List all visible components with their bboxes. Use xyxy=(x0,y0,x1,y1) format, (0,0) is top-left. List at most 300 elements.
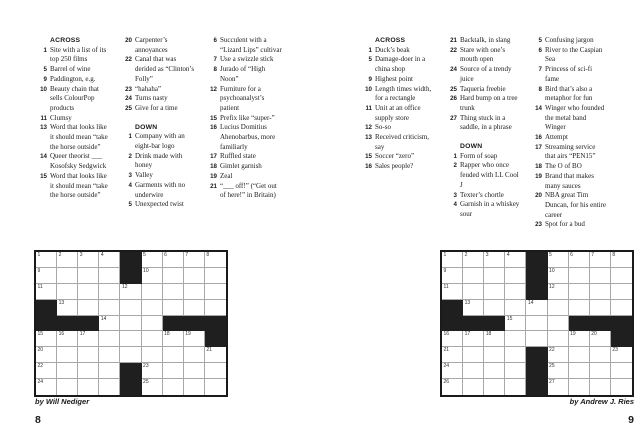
grid-cell-black xyxy=(611,331,632,347)
grid-cell xyxy=(142,268,163,284)
clue-list-header: DOWN xyxy=(135,123,158,131)
grid-cell xyxy=(569,268,590,284)
clue-item xyxy=(445,85,522,95)
grid-cell xyxy=(611,268,632,284)
cell-number: 4 xyxy=(100,252,104,258)
grid-cell xyxy=(78,252,99,268)
clue-number: 3 xyxy=(128,172,132,180)
grid-cell xyxy=(78,300,99,316)
grid-cell xyxy=(205,347,226,363)
grid-cell xyxy=(442,284,463,300)
grid-cell-black xyxy=(120,363,141,379)
clue-text: Length times width, for a rectangle xyxy=(375,84,432,103)
cell-number: 9 xyxy=(37,267,41,274)
clue-number: 7 xyxy=(213,56,217,64)
clue-number: 25 xyxy=(125,104,132,112)
grid-cell xyxy=(442,268,463,284)
clue-item xyxy=(205,55,282,65)
clue-text: Garments with no underwire xyxy=(135,180,186,199)
grid-cell xyxy=(163,363,184,379)
clue-text: Valley xyxy=(135,171,153,180)
clue-number: 24 xyxy=(125,95,132,103)
clue-item xyxy=(530,46,607,65)
clue-column xyxy=(205,36,282,210)
clue-item xyxy=(530,65,607,84)
page-number: 8 xyxy=(35,414,41,426)
grid-cell xyxy=(590,284,611,300)
clue-item xyxy=(360,133,437,152)
grid-cell xyxy=(569,252,590,268)
clue-list-header: ACROSS xyxy=(375,37,406,44)
grid-cell xyxy=(205,300,226,316)
clue-text: Clumsy xyxy=(50,113,72,122)
grid-cell xyxy=(505,331,526,347)
grid-cell xyxy=(99,347,120,363)
grid-cell xyxy=(163,300,184,316)
clue-number: 1 xyxy=(453,152,457,160)
cell-number: 13 xyxy=(464,299,471,306)
grid-cell xyxy=(590,363,611,379)
cell-number: 17 xyxy=(79,331,86,338)
clue-text: Winger who founded the metal band Winger xyxy=(545,103,605,132)
clue-item xyxy=(205,36,282,55)
clue-number: 23 xyxy=(535,221,542,229)
clue-number: 20 xyxy=(535,192,542,200)
grid-cell xyxy=(120,284,141,300)
clue-number: 13 xyxy=(40,124,47,132)
clue-text: Taqueria freebie xyxy=(460,84,506,93)
cell-number: 2 xyxy=(464,252,468,258)
clue-number: 18 xyxy=(210,163,217,171)
clue-number: 13 xyxy=(365,134,372,142)
grid-cell xyxy=(78,363,99,379)
clue-text: Duck’s beak xyxy=(375,45,410,54)
clue-number: 15 xyxy=(40,172,47,180)
grid-cell xyxy=(484,252,505,268)
grid-cell xyxy=(505,284,526,300)
grid-cell xyxy=(590,379,611,395)
clue-text: Word that looks like it should mean “take the horse outside” xyxy=(50,123,108,151)
cell-number: 1 xyxy=(443,252,447,258)
grid-cell xyxy=(463,300,484,316)
clue-column xyxy=(445,36,522,230)
clue-number: 8 xyxy=(538,85,542,93)
grid-cell xyxy=(163,268,184,284)
clue-text: Carpenter’s annoyances xyxy=(135,36,168,54)
grid-cell xyxy=(484,379,505,395)
grid-cell xyxy=(163,379,184,395)
clue-text: “___ off!” (“Get out of here!” in Britain) xyxy=(220,181,277,200)
clue-item xyxy=(360,104,437,123)
grid-cell xyxy=(57,268,78,284)
clue-number: 16 xyxy=(365,163,372,171)
grid-cell-black xyxy=(526,347,547,363)
clue-text: Barrel of wine xyxy=(50,65,91,74)
clue-item xyxy=(360,55,437,74)
clue-number: 2 xyxy=(128,152,132,160)
grid-cell xyxy=(463,284,484,300)
cell-number: 6 xyxy=(164,252,167,258)
clue-number: 6 xyxy=(213,37,217,44)
clue-text: Beauty chain that sells ColourPop products xyxy=(50,84,99,112)
cell-number: 23 xyxy=(612,347,618,354)
clue-item xyxy=(445,46,522,65)
clue-text: Lucius Domitius Ahenobarbus, more familiarly xyxy=(220,123,276,151)
grid-cell xyxy=(505,252,526,268)
cell-number: 20 xyxy=(37,347,44,354)
clue-number: 21 xyxy=(210,182,217,190)
grid-cell xyxy=(484,331,505,347)
clue-number: 22 xyxy=(450,46,457,54)
clue-text: Succulent with a “Lizard Lips” cultivar xyxy=(220,36,282,54)
clue-item xyxy=(205,162,282,172)
clue-number: 26 xyxy=(450,95,457,103)
clue-number: 14 xyxy=(40,153,47,161)
grid-cell xyxy=(184,252,205,268)
clue-item xyxy=(360,75,437,85)
clue-text: Zeal xyxy=(220,171,233,180)
clue-item xyxy=(445,191,522,201)
cell-number: 1 xyxy=(37,252,41,258)
clue-text: Highest point xyxy=(375,74,413,83)
grid-cell xyxy=(526,316,547,332)
clue-number: 12 xyxy=(210,85,217,93)
cell-number: 2 xyxy=(58,252,62,258)
grid-cell-black xyxy=(36,316,57,332)
clue-text: Unit at an office supply store xyxy=(375,103,421,122)
grid-cell xyxy=(184,363,205,379)
clue-text: Word that looks like it should mean “take the horse outside” xyxy=(50,171,108,200)
clue-number: 3 xyxy=(453,191,457,199)
clue-number: 15 xyxy=(210,114,217,122)
clue-item xyxy=(35,172,112,201)
clue-item xyxy=(205,152,282,162)
grid-cell xyxy=(611,284,632,300)
grid-cell xyxy=(120,331,141,347)
grid-cell xyxy=(548,316,569,332)
clue-item xyxy=(120,171,197,181)
cell-number: 4 xyxy=(506,252,510,258)
clue-item xyxy=(445,114,522,133)
grid-cell xyxy=(36,331,57,347)
clue-list-header: DOWN xyxy=(460,143,483,151)
grid-cell xyxy=(57,331,78,347)
grid-cell xyxy=(163,347,184,363)
clue-text: Stare with one’s mouth open xyxy=(460,45,506,64)
grid-cell xyxy=(205,268,226,284)
clue-item xyxy=(360,85,437,104)
cell-number: 22 xyxy=(549,347,555,354)
byline: by Andrew J. Ries xyxy=(569,397,634,406)
cell-number: 8 xyxy=(612,252,616,258)
clue-text: Prefix like “super-” xyxy=(220,113,275,122)
clue-item xyxy=(530,36,607,46)
clue-item xyxy=(120,36,197,55)
clue-number: 23 xyxy=(125,85,132,93)
clue-item xyxy=(35,85,112,114)
cell-number: 15 xyxy=(37,331,44,338)
cell-number: 19 xyxy=(185,331,191,338)
grid-cell xyxy=(484,363,505,379)
clue-item xyxy=(360,152,437,162)
clue-text: Damage-doer in a china shop xyxy=(375,55,426,74)
grid-cell xyxy=(36,268,57,284)
grid-cell xyxy=(78,268,99,284)
clue-item xyxy=(530,191,607,220)
grid-cell-black xyxy=(526,252,547,268)
grid-cell xyxy=(78,284,99,300)
cell-number: 13 xyxy=(58,299,65,306)
grid-cell xyxy=(505,363,526,379)
cell-number: 12 xyxy=(121,283,128,290)
grid-cell xyxy=(99,284,120,300)
clue-number: 17 xyxy=(210,153,217,161)
clue-text: Backtalk, in slang xyxy=(460,36,511,44)
grid-cell xyxy=(57,347,78,363)
grid-cell xyxy=(163,284,184,300)
clue-item xyxy=(35,46,112,65)
clue-number: 10 xyxy=(365,85,372,93)
grid-cell-black xyxy=(463,316,484,332)
clue-text: Form of soap xyxy=(460,151,498,160)
clue-number: 4 xyxy=(128,181,132,189)
clue-number: 1 xyxy=(128,133,132,141)
grid-cell xyxy=(548,363,569,379)
grid-cell xyxy=(205,252,226,268)
grid-cell-black xyxy=(120,252,141,268)
clue-number: 5 xyxy=(538,37,542,44)
clue-number: 16 xyxy=(210,124,217,132)
grid-cell xyxy=(142,252,163,268)
grid-cell xyxy=(205,379,226,395)
grid-cell xyxy=(442,331,463,347)
grid-cell xyxy=(142,347,163,363)
grid-cell xyxy=(548,347,569,363)
clue-item xyxy=(35,75,112,85)
grid-cell xyxy=(548,268,569,284)
clue-item xyxy=(205,123,282,152)
grid-cell xyxy=(99,363,120,379)
clue-text: Bird that’s also a metaphor for fun xyxy=(545,84,593,103)
grid-cell xyxy=(120,300,141,316)
grid-cell xyxy=(463,252,484,268)
cell-number: 16 xyxy=(443,331,450,338)
clue-number: 8 xyxy=(213,66,217,74)
grid-cell xyxy=(548,252,569,268)
clue-number: 25 xyxy=(450,85,457,93)
clue-number: 9 xyxy=(368,75,372,83)
clue-number: 5 xyxy=(368,56,372,64)
clue-item xyxy=(120,152,197,171)
grid-cell xyxy=(163,331,184,347)
clue-item xyxy=(530,133,607,143)
clue-text: Hard bump on a tree trunk xyxy=(460,94,518,112)
clue-text: Queer theorist ___ Kosofsky Sedgwick xyxy=(50,152,107,171)
cell-number: 18 xyxy=(164,331,170,338)
cell-number: 10 xyxy=(549,267,555,274)
byline: by Will Nediger xyxy=(35,397,90,406)
grid-cell-black xyxy=(526,268,547,284)
clue-item xyxy=(120,132,197,151)
grid-cell xyxy=(548,331,569,347)
crossword-grid-page-8 xyxy=(34,250,228,397)
grid-cell xyxy=(505,316,526,332)
grid-cell xyxy=(463,268,484,284)
grid-cell xyxy=(205,363,226,379)
clue-number: 11 xyxy=(40,114,47,122)
clue-number: 17 xyxy=(535,143,542,151)
cell-number: 23 xyxy=(143,363,149,370)
grid-cell xyxy=(611,300,632,316)
clue-number: 18 xyxy=(535,163,542,171)
clue-number: 7 xyxy=(538,66,542,74)
grid-cell-black xyxy=(163,316,184,332)
cell-number: 22 xyxy=(37,363,44,370)
clue-item xyxy=(530,104,607,133)
clue-item xyxy=(205,182,282,201)
clue-text: Ruffled state xyxy=(220,152,256,161)
clue-number: 4 xyxy=(453,201,457,209)
clue-text: Turns nasty xyxy=(135,94,168,103)
grid-cell xyxy=(36,347,57,363)
clue-number: 11 xyxy=(365,104,372,112)
grid-cell xyxy=(78,331,99,347)
clue-column xyxy=(530,36,607,230)
page-number: 9 xyxy=(628,414,634,426)
grid-cell-black xyxy=(569,316,590,332)
grid-cell-black xyxy=(442,316,463,332)
grid-cell-black xyxy=(120,379,141,395)
grid-cell xyxy=(36,379,57,395)
clue-text: Streaming service that airs “PEN15” xyxy=(545,142,596,161)
grid-cell xyxy=(590,331,611,347)
cell-number: 25 xyxy=(549,363,555,370)
grid-cell xyxy=(590,347,611,363)
grid-cell xyxy=(505,379,526,395)
clue-number: 19 xyxy=(535,172,542,180)
clue-number: 24 xyxy=(450,66,457,74)
grid-cell xyxy=(142,284,163,300)
clue-item xyxy=(530,143,607,162)
clue-item xyxy=(205,172,282,182)
clue-text: Spot for a bud xyxy=(545,220,585,229)
cell-number: 5 xyxy=(143,252,146,258)
cell-number: 3 xyxy=(485,252,489,258)
grid-cell xyxy=(569,284,590,300)
clue-number: 12 xyxy=(365,124,372,132)
clue-item xyxy=(360,123,437,133)
clue-item xyxy=(530,85,607,104)
grid-cell xyxy=(611,379,632,395)
clue-item xyxy=(445,161,522,190)
grid-cell xyxy=(99,331,120,347)
cell-number: 25 xyxy=(143,379,149,386)
grid-cell xyxy=(57,284,78,300)
clue-number: 14 xyxy=(535,104,542,112)
clue-text: Garnish in a whiskey sour xyxy=(460,200,520,218)
grid-cell xyxy=(57,363,78,379)
clue-item xyxy=(445,200,522,219)
clue-text: Give for a time xyxy=(135,103,178,112)
cell-number: 5 xyxy=(549,252,552,258)
grid-cell xyxy=(142,300,163,316)
clue-text: River to the Caspian Sea xyxy=(545,45,603,64)
clue-number: 16 xyxy=(535,134,542,142)
clue-item xyxy=(530,172,607,191)
grid-cell xyxy=(463,331,484,347)
grid-cell xyxy=(99,300,120,316)
clue-text: So-so xyxy=(375,123,391,132)
grid-cell xyxy=(99,316,120,332)
cell-number: 16 xyxy=(58,331,65,338)
clue-number: 5 xyxy=(128,201,132,209)
grid-cell-black xyxy=(205,331,226,347)
cell-number: 8 xyxy=(206,252,210,258)
grid-cell xyxy=(590,268,611,284)
grid-cell xyxy=(526,300,547,316)
clue-item xyxy=(360,46,437,56)
clue-text: Unexpected twist xyxy=(135,200,184,209)
grid-cell xyxy=(184,300,205,316)
grid-cell xyxy=(442,252,463,268)
clue-number: 15 xyxy=(365,153,372,161)
grid-cell xyxy=(442,379,463,395)
grid-cell xyxy=(99,252,120,268)
grid-cell xyxy=(78,379,99,395)
clue-text: Received criticism, say xyxy=(375,133,430,151)
grid-cell xyxy=(36,284,57,300)
grid-cell xyxy=(142,331,163,347)
cell-number: 21 xyxy=(206,347,212,354)
clue-number: 20 xyxy=(125,37,132,44)
grid-cell xyxy=(184,379,205,395)
clue-list-header: ACROSS xyxy=(50,37,81,44)
clue-columns-page-9 xyxy=(360,36,607,230)
cell-number: 15 xyxy=(506,315,513,322)
grid-cell-black xyxy=(526,363,547,379)
grid-cell-black xyxy=(78,316,99,332)
grid-cell xyxy=(442,363,463,379)
grid-cell xyxy=(505,300,526,316)
grid-cell xyxy=(484,268,505,284)
grid-cell xyxy=(611,252,632,268)
grid-cell-black xyxy=(184,316,205,332)
grid-cell xyxy=(484,347,505,363)
grid-cell xyxy=(548,379,569,395)
grid-cell xyxy=(99,268,120,284)
clue-item xyxy=(445,152,522,162)
clue-item xyxy=(35,65,112,75)
grid-cell-black xyxy=(590,316,611,332)
clue-item xyxy=(445,94,522,113)
grid-cell xyxy=(548,284,569,300)
clue-item xyxy=(205,114,282,124)
grid-cell-black xyxy=(442,300,463,316)
clue-number: 6 xyxy=(538,46,542,54)
cell-number: 26 xyxy=(443,379,450,386)
clue-number: 19 xyxy=(210,172,217,180)
cell-number: 11 xyxy=(443,283,449,290)
grid-cell xyxy=(569,347,590,363)
clue-item xyxy=(205,85,282,114)
grid-cell xyxy=(184,284,205,300)
cell-number: 19 xyxy=(570,331,576,338)
clue-column xyxy=(35,36,112,210)
grid-cell xyxy=(569,379,590,395)
cell-number: 24 xyxy=(443,363,450,370)
grid-cell xyxy=(184,331,205,347)
clue-text: The O of BO xyxy=(545,162,582,171)
